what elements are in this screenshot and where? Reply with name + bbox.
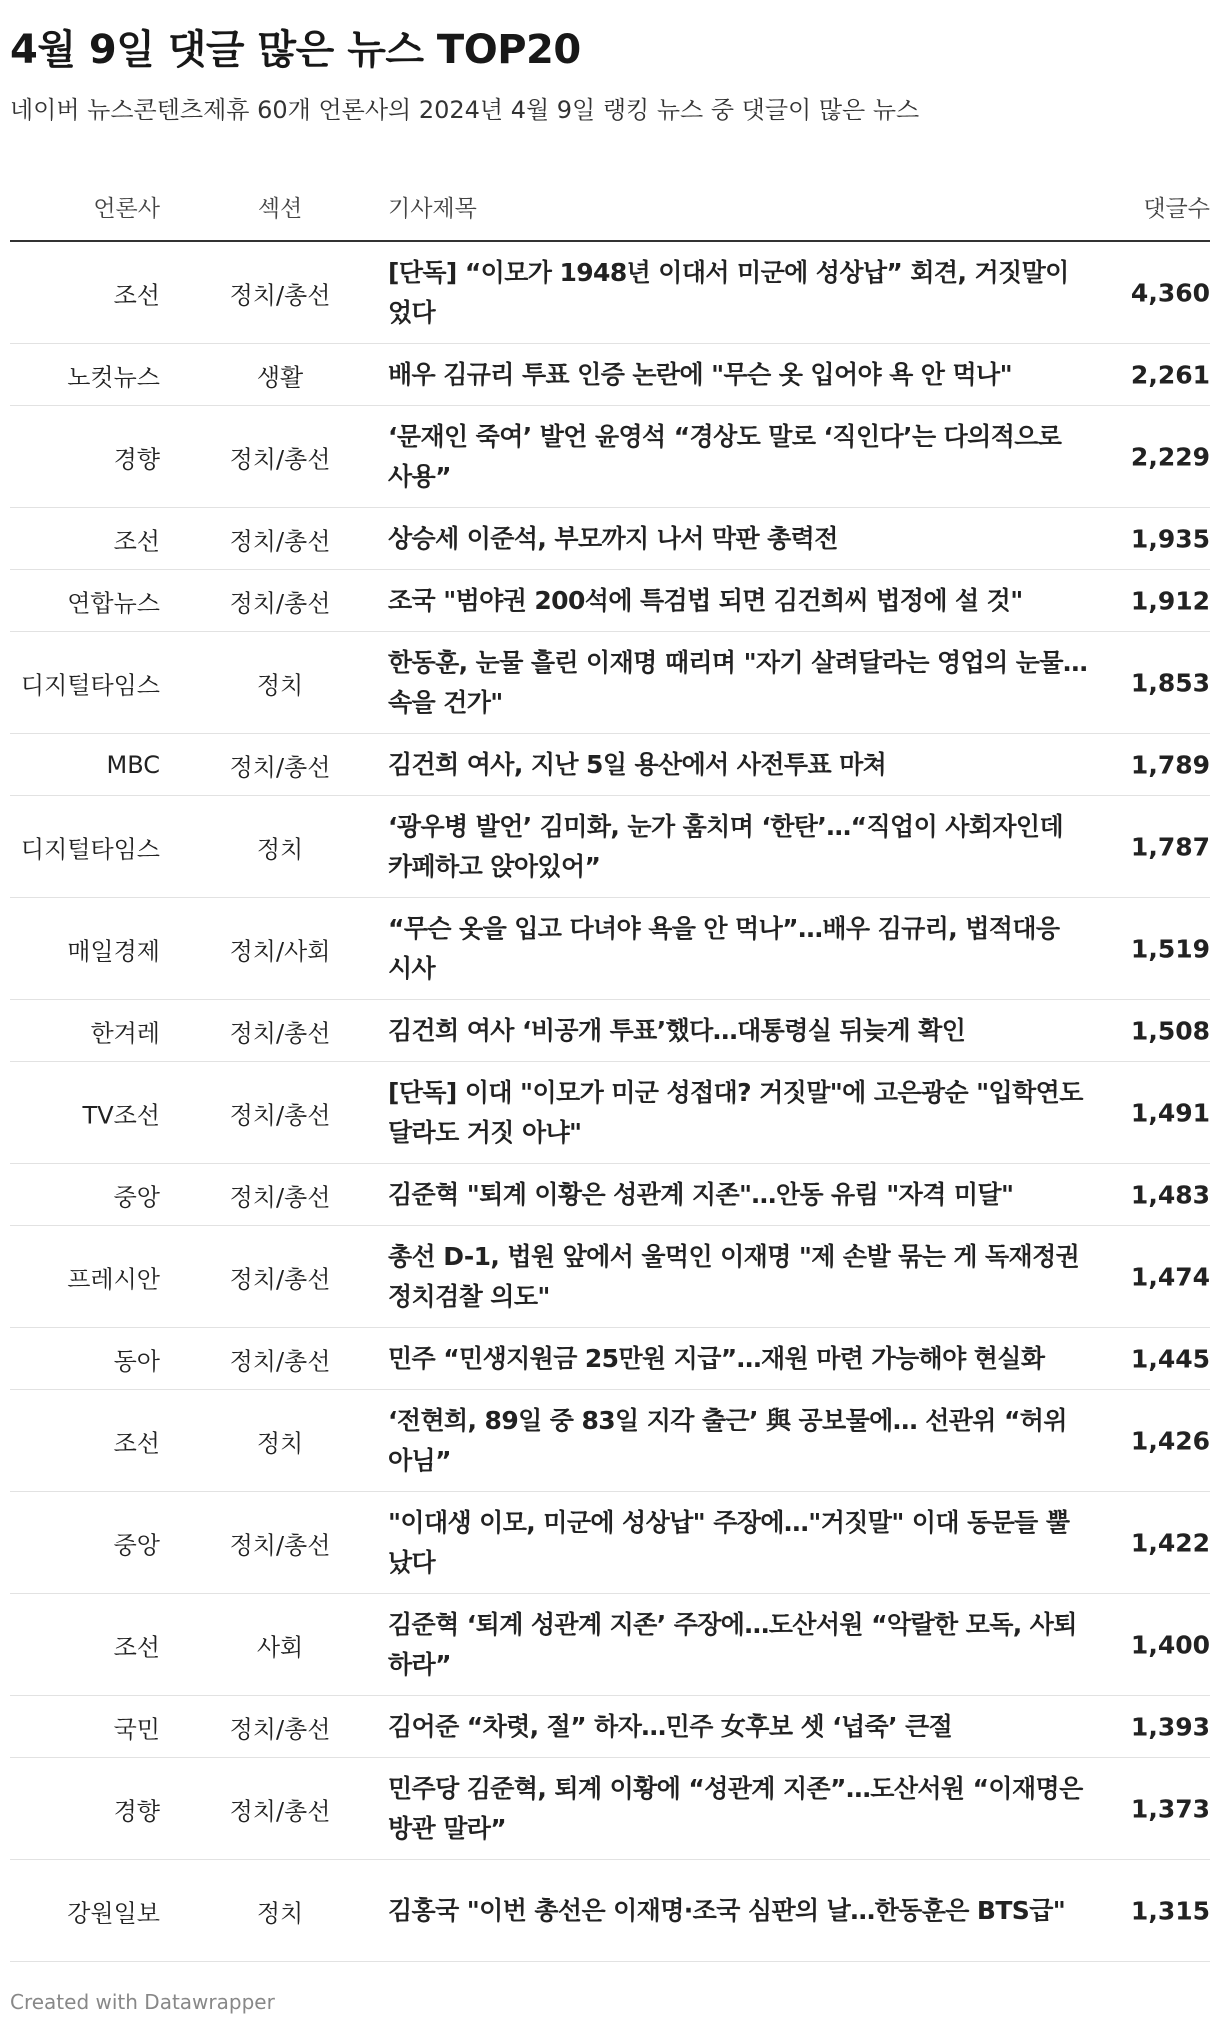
comments-cell: 1,373	[1130, 1794, 1210, 1823]
section-cell: 정치/총선	[229, 1531, 331, 1559]
table-row	[10, 1328, 1210, 1390]
comments-cell: 1,519	[1130, 934, 1210, 963]
section-cell: 정치/총선	[229, 753, 331, 781]
section-cell: 사회	[256, 1633, 304, 1661]
column-header-press[interactable]: 언론사	[93, 196, 160, 222]
comments-cell: 1,422	[1130, 1528, 1210, 1557]
news-table	[10, 170, 1210, 1962]
headline-cell: 민주 “민생지원금 25만원 지급”…재원 마련 가능해야 현실화	[388, 1343, 1045, 1373]
press-cell: 국민	[113, 1715, 160, 1743]
headline-cell: 김준혁 ‘퇴계 성관계 지존’ 주장에…도산서원 “악랄한 모독, 사퇴하라”	[388, 1609, 1077, 1679]
headline-cell: 김건희 여사, 지난 5일 용산에서 사전투표 마쳐	[388, 749, 887, 779]
headline-cell: ‘전현희, 89일 중 83일 지각 출근’ 與 공보물에… 선관위 “허위 아님”	[388, 1405, 1067, 1475]
comments-cell: 1,508	[1130, 1016, 1210, 1045]
headline-cell: 한동훈, 눈물 흘린 이재명 때리며 "자기 살려달라는 영업의 눈물…속을 건가"	[388, 647, 1088, 717]
press-cell: 프레시안	[67, 1265, 160, 1293]
headline-cell: 김준혁 "퇴계 이황은 성관계 지존"…안동 유림 "자격 미달"	[388, 1179, 1014, 1209]
comments-cell: 1,445	[1130, 1344, 1210, 1373]
section-cell: 정치	[256, 1429, 304, 1457]
section-cell: 정치/총선	[229, 527, 331, 555]
headline-cell: 김건희 여사 ‘비공개 투표’했다…대통령실 뒤늦게 확인	[388, 1015, 966, 1045]
table-row	[10, 1000, 1210, 1062]
headline-cell: "이대생 이모, 미군에 성상납" 주장에…"거짓말" 이대 동문들 뿔났다	[388, 1507, 1070, 1577]
section-cell: 정치	[256, 671, 304, 699]
attribution-footer[interactable]: Created with Datawrapper	[10, 1990, 275, 2014]
headline-cell: ‘문재인 죽여’ 발언 윤영석 “경상도 말로 ‘직인다’는 다의적으로 사용”	[388, 421, 1062, 491]
press-cell: 경향	[113, 1797, 160, 1825]
table-row	[10, 406, 1210, 508]
headline-cell: 총선 D-1, 법원 앞에서 울먹인 이재명 "제 손발 묶는 게 독재정권 정치검찰 의도"	[388, 1241, 1080, 1311]
section-cell: 정치	[256, 1899, 304, 1927]
press-cell: 조선	[113, 527, 160, 555]
press-cell: 중앙	[113, 1531, 160, 1559]
section-cell: 생활	[256, 363, 304, 391]
headline-cell: “무슨 옷을 입고 다녀야 욕을 안 먹나”…배우 김규리, 법적대응 시사	[388, 913, 1060, 983]
table-row	[10, 1594, 1210, 1696]
press-cell: TV조선	[82, 1101, 160, 1129]
section-cell: 정치/총선	[229, 1265, 331, 1293]
press-cell: 조선	[113, 1633, 160, 1661]
comments-cell: 1,789	[1130, 750, 1210, 779]
table-row	[10, 1390, 1210, 1492]
press-cell: 노컷뉴스	[67, 363, 160, 391]
table-row	[10, 1062, 1210, 1164]
table-row	[10, 1860, 1210, 1962]
table-row	[10, 344, 1210, 406]
section-cell: 정치/총선	[229, 589, 331, 617]
section-cell: 정치	[256, 835, 304, 863]
press-cell: 강원일보	[67, 1899, 160, 1927]
table-row	[10, 898, 1210, 1000]
section-cell: 정치/총선	[229, 1183, 331, 1211]
headline-cell: 김홍국 "이번 총선은 이재명·조국 심판의 날…한동훈은 BTS급"	[388, 1895, 1066, 1925]
press-cell: 디지털타임스	[20, 835, 160, 863]
press-cell: 조선	[113, 1429, 160, 1457]
headline-cell: 상승세 이준석, 부모까지 나서 막판 총력전	[388, 523, 838, 553]
press-cell: 매일경제	[67, 937, 160, 965]
table-row	[10, 796, 1210, 898]
section-cell: 정치/총선	[229, 281, 331, 309]
press-cell: MBC	[106, 750, 160, 779]
section-cell: 정치/총선	[229, 1101, 331, 1129]
section-cell: 정치/총선	[229, 445, 331, 473]
table-row	[10, 508, 1210, 570]
column-header-section[interactable]: 섹션	[257, 196, 303, 222]
comments-cell: 1,426	[1130, 1426, 1210, 1455]
column-header-comments[interactable]: 댓글수	[1143, 196, 1210, 222]
press-cell: 디지털타임스	[20, 671, 160, 699]
comments-cell: 4,360	[1130, 278, 1210, 307]
comments-cell: 1,935	[1130, 524, 1210, 553]
headline-cell: 배우 김규리 투표 인증 논란에 "무슨 옷 입어야 욕 안 먹나"	[388, 359, 1012, 389]
headline-cell: [단독] “이모가 1948년 이대서 미군에 성상납” 회견, 거짓말이었다	[388, 257, 1069, 327]
table-row	[10, 1492, 1210, 1594]
comments-cell: 1,787	[1130, 832, 1210, 861]
comments-cell: 1,483	[1130, 1180, 1210, 1209]
section-cell: 정치/사회	[229, 937, 331, 965]
page-subtitle: 네이버 뉴스콘텐츠제휴 60개 언론사의 2024년 4월 9일 랭킹 뉴스 중 댓글이 많은 뉴스	[10, 96, 920, 124]
table-row	[10, 1696, 1210, 1758]
table-row	[10, 632, 1210, 734]
press-cell: 동아	[113, 1347, 160, 1375]
table-row	[10, 1758, 1210, 1860]
table-row	[10, 1226, 1210, 1328]
comments-cell: 1,315	[1130, 1896, 1210, 1925]
comments-cell: 1,474	[1130, 1262, 1210, 1291]
comments-cell: 1,853	[1130, 668, 1210, 697]
page-title: 4월 9일 댓글 많은 뉴스 TOP20	[10, 27, 581, 73]
press-cell: 조선	[113, 281, 160, 309]
comments-cell: 2,229	[1130, 442, 1210, 471]
table-row	[10, 734, 1210, 796]
press-cell: 중앙	[113, 1183, 160, 1211]
section-cell: 정치/총선	[229, 1797, 331, 1825]
press-cell: 경향	[113, 445, 160, 473]
comments-cell: 1,400	[1130, 1630, 1210, 1659]
comments-cell: 1,912	[1130, 586, 1210, 615]
column-header-headline[interactable]: 기사제목	[388, 196, 477, 222]
headline-cell: 조국 "범야권 200석에 특검법 되면 김건희씨 법정에 설 것"	[388, 585, 1023, 615]
headline-cell: 김어준 “차렷, 절” 하자…민주 女후보 셋 ‘넙죽’ 큰절	[388, 1711, 953, 1741]
comments-cell: 1,491	[1130, 1098, 1210, 1127]
press-cell: 연합뉴스	[67, 589, 160, 617]
headline-cell: 민주당 김준혁, 퇴계 이황에 “성관계 지존”…도산서원 “이재명은 방관 말라”	[388, 1773, 1083, 1843]
table-row	[10, 242, 1210, 344]
section-cell: 정치/총선	[229, 1715, 331, 1743]
table-row	[10, 1164, 1210, 1226]
comments-cell: 1,393	[1130, 1712, 1210, 1741]
comments-cell: 2,261	[1130, 360, 1210, 389]
table-header	[10, 170, 1210, 242]
headline-cell: ‘광우병 발언’ 김미화, 눈가 훔치며 ‘한탄’…“직업이 사회자인데 카페하고 앉아있어”	[388, 811, 1063, 881]
chart-container	[10, 0, 1210, 2034]
section-cell: 정치/총선	[229, 1019, 331, 1047]
section-cell: 정치/총선	[229, 1347, 331, 1375]
press-cell: 한겨레	[90, 1019, 160, 1047]
table-row	[10, 570, 1210, 632]
headline-cell: [단독] 이대 "이모가 미군 성접대? 거짓말"에 고은광순 "입학연도 달라도 거짓 아냐"	[388, 1077, 1083, 1147]
